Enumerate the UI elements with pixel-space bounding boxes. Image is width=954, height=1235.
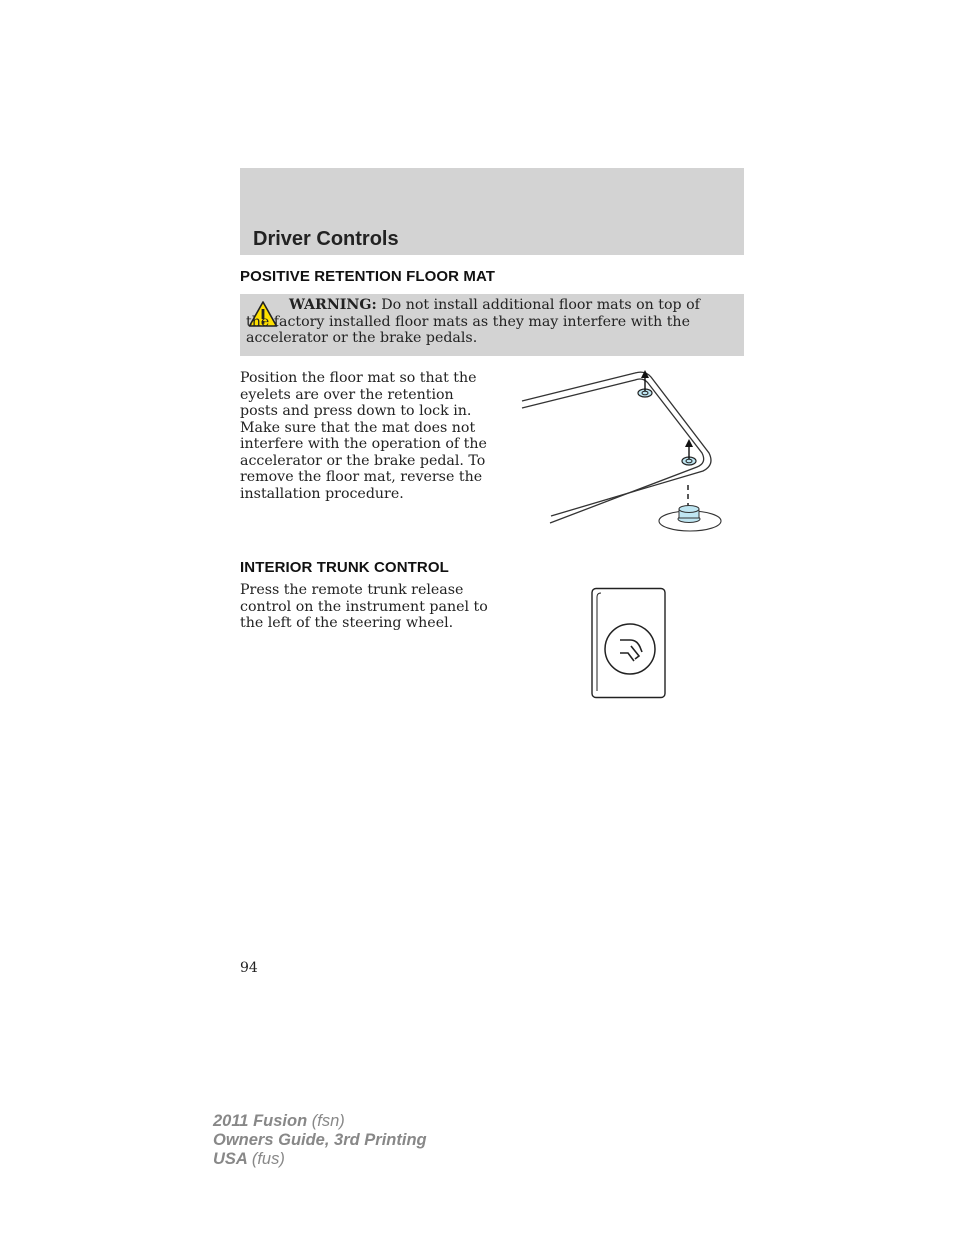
- floor-mat-instructions: Position the floor mat so that the eyelets are over the retention posts and press down to lock in. Make sure that the mat does not interfere with the operation of the accelerator or the brake pedal. To remove the floor mat, reverse the installation procedure.: [240, 370, 487, 502]
- trunk-release-icon: [605, 624, 655, 674]
- section-title-trunk-control: INTERIOR TRUNK CONTROL: [240, 559, 449, 576]
- footer-model: 2011 Fusion: [213, 1112, 308, 1130]
- header-band: [240, 168, 744, 255]
- warning-label: WARNING:: [289, 297, 377, 313]
- chapter-title: Driver Controls: [253, 228, 399, 250]
- retention-post: [659, 506, 721, 532]
- footer-region-code: (fus): [251, 1150, 285, 1168]
- footer-region: USA: [213, 1150, 248, 1168]
- footer-model-code: (fsn): [311, 1112, 345, 1130]
- warning-text: [246, 297, 721, 347]
- footer-line-region: [213, 1150, 427, 1169]
- trunk-control-instructions: Press the remote trunk release control on the instrument panel to the left of the steering wheel.: [240, 582, 488, 631]
- warning-body: Do not install additional floor mats on top of the factory installed floor mats as they may interfere with the accelerator or the brake pedals.: [246, 297, 700, 346]
- warning-box: [240, 294, 744, 356]
- floor-mat-illustration: [515, 365, 730, 537]
- section-title-floor-mat: POSITIVE RETENTION FLOOR MAT: [240, 268, 496, 285]
- footer-info: [213, 1112, 427, 1169]
- footer-guide: Owners Guide, 3rd Printing: [213, 1131, 427, 1149]
- page-number: 94: [240, 960, 258, 976]
- eyelet-upper: [638, 370, 652, 397]
- trunk-release-button-illustration: [590, 587, 668, 700]
- footer-line-model: [213, 1112, 427, 1131]
